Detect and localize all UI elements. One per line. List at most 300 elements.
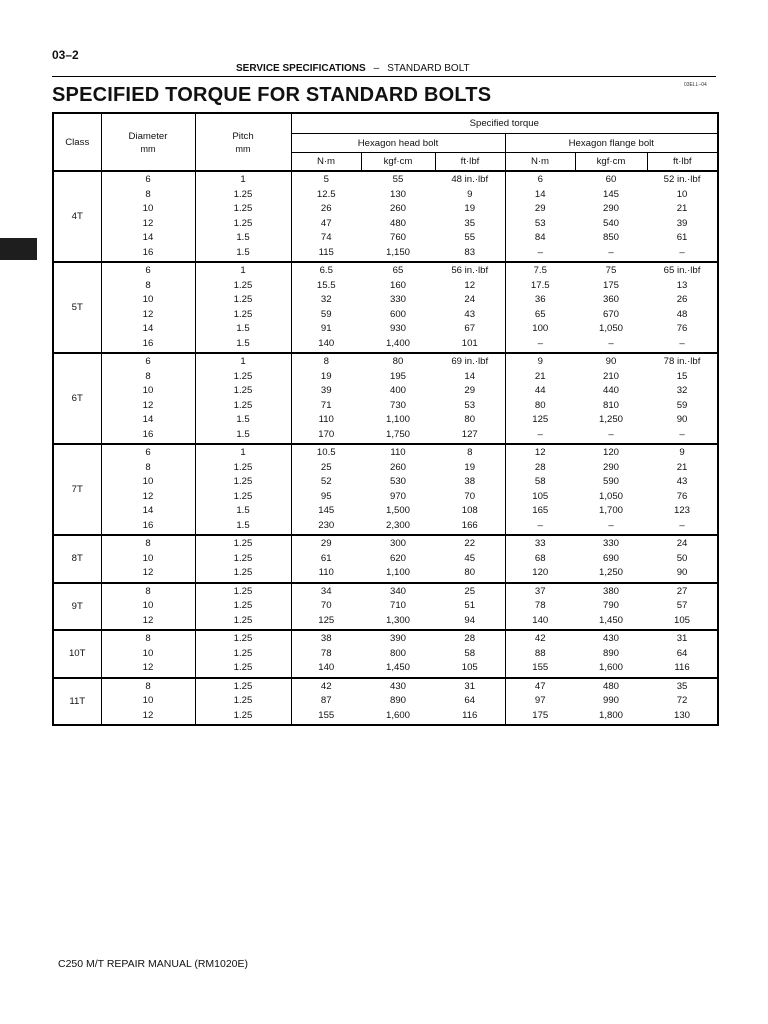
pitch-cell: 1.5	[195, 428, 291, 445]
head-nm-cell: 91	[291, 322, 361, 337]
head-ftlbf-cell: 69 in.·lbf	[435, 353, 505, 370]
table-row	[53, 630, 718, 647]
head-ftlbf-cell: 38	[435, 475, 505, 490]
flange-nm-cell: –	[505, 519, 575, 536]
head-kgfcm-cell: 530	[389, 476, 406, 487]
flange-ftlbf-cell: 61	[647, 231, 718, 246]
pitch-cell: 1.25	[195, 630, 291, 647]
head-nm-cell: 19	[291, 370, 361, 385]
head-nm-cell: 70	[291, 599, 361, 614]
diameter-cell: 12	[101, 566, 195, 583]
flange-nm-cell: 100	[505, 322, 575, 337]
flange-kgfcm-cell: 440	[602, 385, 619, 396]
flange-kgfcm-cell: 330	[602, 538, 619, 549]
diameter-cell: 12	[101, 661, 195, 678]
unit-header-nm-flange: N·m	[505, 153, 575, 172]
head-nm-cell: 10.5	[291, 444, 361, 461]
header-separator: –	[373, 63, 380, 74]
pitch-cell: 1.5	[195, 322, 291, 337]
pitch-cell: 1.25	[195, 566, 291, 583]
flange-kgfcm-cell: 1,050	[598, 323, 623, 334]
head-kgfcm-cell: 130	[389, 188, 406, 200]
pitch-cell: 1.5	[195, 231, 291, 246]
flange-kgfcm-cell: 360	[602, 294, 619, 305]
head-ftlbf-cell: 67	[435, 322, 505, 337]
head-nm-cell: 61	[291, 552, 361, 567]
pitch-cell: 1	[195, 171, 291, 188]
diameter-cell: 8	[101, 370, 195, 385]
head-ftlbf-cell: 29	[435, 384, 505, 399]
head-nm-cell: 140	[291, 337, 361, 354]
head-ftlbf-cell: 166	[435, 519, 505, 536]
head-nm-cell: 38	[291, 630, 361, 647]
flange-ftlbf-cell: 35	[647, 678, 718, 695]
head-nm-cell: 74	[291, 231, 361, 246]
flange-kgfcm-cell: 175	[602, 279, 619, 291]
head-ftlbf-cell: 108	[435, 504, 505, 519]
flange-ftlbf-cell: 76	[647, 322, 718, 337]
diameter-cell: 16	[101, 519, 195, 536]
head-kgfcm-cell: 1,100	[385, 567, 410, 578]
flange-kgfcm-cell: 850	[602, 232, 619, 243]
table-row	[53, 353, 718, 370]
pitch-cell: 1	[195, 262, 291, 279]
flange-kgfcm-cell: 1,800	[598, 709, 623, 721]
head-kgfcm-cell: 390	[389, 633, 406, 644]
flange-nm-cell: 97	[505, 694, 575, 709]
diameter-cell: 8	[101, 188, 195, 203]
table-row	[53, 279, 718, 294]
pitch-cell: 1	[195, 353, 291, 370]
table-row	[53, 322, 718, 337]
pitch-cell: 1.25	[195, 694, 291, 709]
flange-ftlbf-cell: 116	[647, 661, 718, 678]
flange-ftlbf-cell: 52 in.·lbf	[647, 171, 718, 188]
table-row	[53, 217, 718, 232]
diameter-cell: 8	[101, 630, 195, 647]
diameter-cell: 6	[101, 171, 195, 188]
flange-ftlbf-cell: 43	[647, 475, 718, 490]
diameter-cell: 8	[101, 279, 195, 294]
pitch-cell: 1.25	[195, 709, 291, 726]
flange-kgfcm-cell: 60	[605, 174, 617, 185]
flange-ftlbf-cell: 90	[647, 566, 718, 583]
head-ftlbf-cell: 35	[435, 217, 505, 232]
diameter-cell: 10	[101, 475, 195, 490]
head-nm-cell: 59	[291, 308, 361, 323]
flange-nm-cell: 65	[505, 308, 575, 323]
class-cell: 7T	[53, 444, 101, 535]
flange-kgfcm-cell: –	[608, 337, 614, 349]
flange-nm-cell: 120	[505, 566, 575, 583]
head-nm-cell: 47	[291, 217, 361, 232]
head-nm-cell: 170	[291, 428, 361, 445]
diameter-cell: 10	[101, 202, 195, 217]
page-title: SPECIFIED TORQUE FOR STANDARD BOLTS	[52, 84, 492, 106]
diameter-cell: 8	[101, 461, 195, 476]
flange-nm-cell: 28	[505, 461, 575, 476]
col-header-specified-torque: Specified torque	[291, 113, 718, 134]
table-row	[53, 428, 718, 445]
flange-kgfcm-cell: –	[608, 519, 614, 531]
pitch-cell: 1.25	[195, 583, 291, 600]
pitch-cell: 1.5	[195, 337, 291, 354]
head-kgfcm-cell: 260	[389, 461, 406, 473]
head-ftlbf-cell: 19	[435, 202, 505, 217]
head-ftlbf-cell: 53	[435, 399, 505, 414]
header-subsection: STANDARD BOLT	[387, 63, 470, 74]
table-row	[53, 519, 718, 536]
head-nm-cell: 71	[291, 399, 361, 414]
diameter-label: Diameter	[128, 130, 168, 142]
flange-nm-cell: 58	[505, 475, 575, 490]
flange-kgfcm-cell: 1,600	[598, 662, 623, 673]
pitch-cell: 1.25	[195, 475, 291, 490]
flange-kgfcm-cell: 790	[602, 600, 619, 611]
class-group-8t	[53, 535, 718, 583]
head-nm-cell: 5	[291, 171, 361, 188]
table-row	[53, 461, 718, 476]
header-section: SERVICE SPECIFICATIONS	[236, 63, 366, 74]
diameter-cell: 10	[101, 552, 195, 567]
table-row	[53, 188, 718, 203]
pitch-cell: 1.25	[195, 661, 291, 678]
flange-nm-cell: 175	[505, 709, 575, 726]
flange-ftlbf-cell: 26	[647, 293, 718, 308]
head-kgfcm-cell: 55	[392, 174, 404, 185]
head-kgfcm-cell: 340	[389, 585, 406, 597]
head-nm-cell: 110	[291, 413, 361, 428]
diameter-cell: 16	[101, 337, 195, 354]
flange-nm-cell: 17.5	[505, 279, 575, 294]
flange-kgfcm-cell: 590	[602, 476, 619, 487]
flange-nm-cell: 88	[505, 647, 575, 662]
pitch-unit: mm	[235, 143, 251, 154]
table-row	[53, 678, 718, 695]
diameter-cell: 10	[101, 599, 195, 614]
diameter-cell: 14	[101, 322, 195, 337]
flange-nm-cell: 33	[505, 535, 575, 552]
diameter-cell: 8	[101, 583, 195, 600]
diameter-cell: 10	[101, 384, 195, 399]
flange-nm-cell: 105	[505, 490, 575, 505]
flange-ftlbf-cell: 123	[647, 504, 718, 519]
diameter-cell: 16	[101, 246, 195, 263]
flange-kgfcm-cell: –	[608, 428, 614, 440]
head-nm-cell: 39	[291, 384, 361, 399]
diameter-cell: 10	[101, 694, 195, 709]
head-kgfcm-cell: 1,600	[385, 709, 410, 721]
head-nm-cell: 34	[291, 583, 361, 600]
pitch-cell: 1.5	[195, 504, 291, 519]
flange-kgfcm-cell: 480	[602, 680, 619, 692]
header-rule	[52, 76, 716, 77]
head-kgfcm-cell: 930	[389, 323, 406, 334]
flange-nm-cell: 84	[505, 231, 575, 246]
table-row	[53, 337, 718, 354]
table-row	[53, 504, 718, 519]
diameter-cell: 10	[101, 647, 195, 662]
flange-kgfcm-cell: 1,050	[598, 490, 623, 502]
pitch-cell: 1.25	[195, 370, 291, 385]
diameter-cell: 8	[101, 535, 195, 552]
head-kgfcm-cell: 1,450	[385, 662, 410, 673]
unit-header-ftlbf-flange: ft·lbf	[647, 153, 718, 172]
flange-ftlbf-cell: 21	[647, 461, 718, 476]
flange-kgfcm-cell: 90	[605, 356, 617, 367]
head-kgfcm-cell: 160	[389, 279, 406, 291]
flange-kgfcm-cell: 380	[602, 585, 619, 597]
unit-header-nm-head: N·m	[291, 153, 361, 172]
head-kgfcm-cell: 430	[389, 680, 406, 692]
flange-ftlbf-cell: –	[647, 428, 718, 445]
flange-kgfcm-cell: 1,250	[598, 567, 623, 578]
head-kgfcm-cell: 1,500	[385, 505, 410, 516]
flange-ftlbf-cell: 130	[647, 709, 718, 726]
head-nm-cell: 87	[291, 694, 361, 709]
flange-nm-cell: 7.5	[505, 262, 575, 279]
head-kgfcm-cell: 195	[389, 370, 406, 382]
head-ftlbf-cell: 80	[435, 566, 505, 583]
table-row	[53, 599, 718, 614]
head-ftlbf-cell: 25	[435, 583, 505, 600]
diameter-cell: 12	[101, 217, 195, 232]
head-kgfcm-cell: 890	[389, 695, 406, 706]
head-nm-cell: 25	[291, 461, 361, 476]
table-row	[53, 413, 718, 428]
flange-nm-cell: 14	[505, 188, 575, 203]
pitch-cell: 1.25	[195, 647, 291, 662]
flange-nm-cell: –	[505, 337, 575, 354]
class-group-5t	[53, 262, 718, 353]
head-nm-cell: 26	[291, 202, 361, 217]
head-ftlbf-cell: 58	[435, 647, 505, 662]
head-ftlbf-cell: 9	[435, 188, 505, 203]
head-kgfcm-cell: 730	[389, 399, 406, 411]
head-ftlbf-cell: 22	[435, 535, 505, 552]
head-kgfcm-cell: 800	[389, 647, 406, 659]
flange-nm-cell: 47	[505, 678, 575, 695]
flange-nm-cell: 80	[505, 399, 575, 414]
table-row	[53, 293, 718, 308]
table-row	[53, 535, 718, 552]
unit-header-kgfcm-flange: kgf·cm	[575, 153, 647, 172]
flange-kgfcm-cell: 1,250	[598, 414, 623, 425]
flange-ftlbf-cell: 9	[647, 444, 718, 461]
table-row	[53, 694, 718, 709]
flange-nm-cell: 155	[505, 661, 575, 678]
flange-kgfcm-cell: 1,450	[598, 614, 623, 626]
flange-kgfcm-cell: 290	[602, 461, 619, 473]
flange-ftlbf-cell: 50	[647, 552, 718, 567]
class-cell: 6T	[53, 353, 101, 444]
flange-nm-cell: 42	[505, 630, 575, 647]
diameter-cell: 12	[101, 308, 195, 323]
flange-kgfcm-cell: 810	[602, 399, 619, 411]
flange-kgfcm-cell: 890	[602, 647, 619, 659]
flange-nm-cell: –	[505, 246, 575, 263]
class-group-10t	[53, 630, 718, 678]
pitch-cell: 1.25	[195, 552, 291, 567]
class-group-6t	[53, 353, 718, 444]
flange-nm-cell: 44	[505, 384, 575, 399]
flange-nm-cell: 6	[505, 171, 575, 188]
head-kgfcm-cell: 1,150	[385, 246, 410, 258]
pitch-cell: 1.25	[195, 461, 291, 476]
class-group-4t	[53, 171, 718, 262]
head-ftlbf-cell: 83	[435, 246, 505, 263]
flange-nm-cell: 9	[505, 353, 575, 370]
flange-ftlbf-cell: 64	[647, 647, 718, 662]
head-ftlbf-cell: 64	[435, 694, 505, 709]
class-cell: 10T	[53, 630, 101, 678]
flange-ftlbf-cell: 27	[647, 583, 718, 600]
head-ftlbf-cell: 101	[435, 337, 505, 354]
pitch-cell: 1.25	[195, 678, 291, 695]
table-row	[53, 566, 718, 583]
table-row	[53, 444, 718, 461]
table-row	[53, 384, 718, 399]
head-kgfcm-cell: 260	[389, 203, 406, 214]
diameter-cell: 6	[101, 444, 195, 461]
diameter-cell: 10	[101, 293, 195, 308]
flange-kgfcm-cell: 990	[602, 695, 619, 706]
head-ftlbf-cell: 19	[435, 461, 505, 476]
class-cell: 4T	[53, 171, 101, 262]
head-nm-cell: 12.5	[291, 188, 361, 203]
flange-nm-cell: 53	[505, 217, 575, 232]
diameter-cell: 12	[101, 399, 195, 414]
running-header	[236, 63, 470, 74]
table-row	[53, 202, 718, 217]
col-header-hex-head: Hexagon head bolt	[291, 134, 505, 153]
flange-ftlbf-cell: 48	[647, 308, 718, 323]
flange-kgfcm-cell: 75	[605, 265, 617, 276]
head-kgfcm-cell: 330	[389, 294, 406, 305]
diameter-cell: 16	[101, 428, 195, 445]
flange-ftlbf-cell: 65 in.·lbf	[647, 262, 718, 279]
page-number: 03–2	[52, 48, 79, 62]
diameter-cell: 14	[101, 413, 195, 428]
flange-ftlbf-cell: 13	[647, 279, 718, 294]
head-ftlbf-cell: 43	[435, 308, 505, 323]
pitch-cell: 1.5	[195, 413, 291, 428]
pitch-cell: 1.5	[195, 246, 291, 263]
flange-nm-cell: 36	[505, 293, 575, 308]
class-cell: 9T	[53, 583, 101, 631]
flange-nm-cell: 12	[505, 444, 575, 461]
head-ftlbf-cell: 55	[435, 231, 505, 246]
head-kgfcm-cell: 760	[389, 232, 406, 243]
table-row	[53, 399, 718, 414]
document-code: 03ELL–04	[684, 82, 707, 88]
head-ftlbf-cell: 94	[435, 614, 505, 631]
head-ftlbf-cell: 12	[435, 279, 505, 294]
pitch-cell: 1.25	[195, 399, 291, 414]
diameter-unit: mm	[140, 143, 156, 154]
flange-nm-cell: 68	[505, 552, 575, 567]
head-kgfcm-cell: 400	[389, 385, 406, 396]
table-row	[53, 308, 718, 323]
flange-nm-cell: –	[505, 428, 575, 445]
flange-ftlbf-cell: –	[647, 337, 718, 354]
flange-ftlbf-cell: 32	[647, 384, 718, 399]
head-kgfcm-cell: 300	[389, 538, 406, 549]
class-group-9t	[53, 583, 718, 631]
flange-ftlbf-cell: –	[647, 246, 718, 263]
head-nm-cell: 6.5	[291, 262, 361, 279]
table-row	[53, 583, 718, 600]
table-row	[53, 231, 718, 246]
flange-nm-cell: 165	[505, 504, 575, 519]
head-ftlbf-cell: 80	[435, 413, 505, 428]
diameter-cell: 6	[101, 353, 195, 370]
flange-ftlbf-cell: 57	[647, 599, 718, 614]
head-nm-cell: 29	[291, 535, 361, 552]
pitch-cell: 1.25	[195, 202, 291, 217]
head-kgfcm-cell: 2,300	[385, 519, 410, 531]
head-kgfcm-cell: 970	[389, 490, 406, 502]
head-ftlbf-cell: 127	[435, 428, 505, 445]
class-cell: 8T	[53, 535, 101, 583]
table-row	[53, 262, 718, 279]
pitch-cell: 1.25	[195, 279, 291, 294]
class-group-11t	[53, 678, 718, 726]
head-kgfcm-cell: 1,750	[385, 428, 410, 440]
head-kgfcm-cell: 1,400	[385, 337, 410, 349]
table-row	[53, 490, 718, 505]
col-header-pitch	[195, 113, 291, 171]
unit-header-kgfcm-head: kgf·cm	[361, 153, 435, 172]
flange-ftlbf-cell: 72	[647, 694, 718, 709]
pitch-cell: 1.25	[195, 293, 291, 308]
unit-header-ftlbf-head: ft·lbf	[435, 153, 505, 172]
head-nm-cell: 140	[291, 661, 361, 678]
head-nm-cell: 95	[291, 490, 361, 505]
col-header-class: Class	[53, 113, 101, 171]
head-kgfcm-cell: 110	[390, 447, 406, 458]
head-nm-cell: 115	[291, 246, 361, 263]
head-kgfcm-cell: 600	[389, 308, 406, 320]
flange-kgfcm-cell: –	[608, 246, 614, 258]
pitch-cell: 1.25	[195, 614, 291, 631]
head-nm-cell: 8	[291, 353, 361, 370]
flange-nm-cell: 125	[505, 413, 575, 428]
head-nm-cell: 15.5	[291, 279, 361, 294]
col-header-diameter	[101, 113, 195, 171]
diameter-cell: 12	[101, 490, 195, 505]
head-kgfcm-cell: 1,100	[385, 414, 410, 425]
table-row	[53, 552, 718, 567]
torque-table	[52, 112, 719, 726]
head-ftlbf-cell: 24	[435, 293, 505, 308]
head-ftlbf-cell: 105	[435, 661, 505, 678]
head-nm-cell: 145	[291, 504, 361, 519]
pitch-label: Pitch	[232, 130, 254, 142]
diameter-cell: 12	[101, 614, 195, 631]
pitch-cell: 1.5	[195, 519, 291, 536]
table-row	[53, 171, 718, 188]
head-kgfcm-cell: 710	[389, 600, 406, 611]
flange-ftlbf-cell: –	[647, 519, 718, 536]
flange-kgfcm-cell: 670	[602, 308, 619, 320]
head-ftlbf-cell: 45	[435, 552, 505, 567]
flange-kgfcm-cell: 430	[602, 633, 619, 644]
head-ftlbf-cell: 14	[435, 370, 505, 385]
head-ftlbf-cell: 116	[435, 709, 505, 726]
head-kgfcm-cell: 80	[392, 356, 404, 367]
flange-kgfcm-cell: 690	[602, 552, 619, 564]
